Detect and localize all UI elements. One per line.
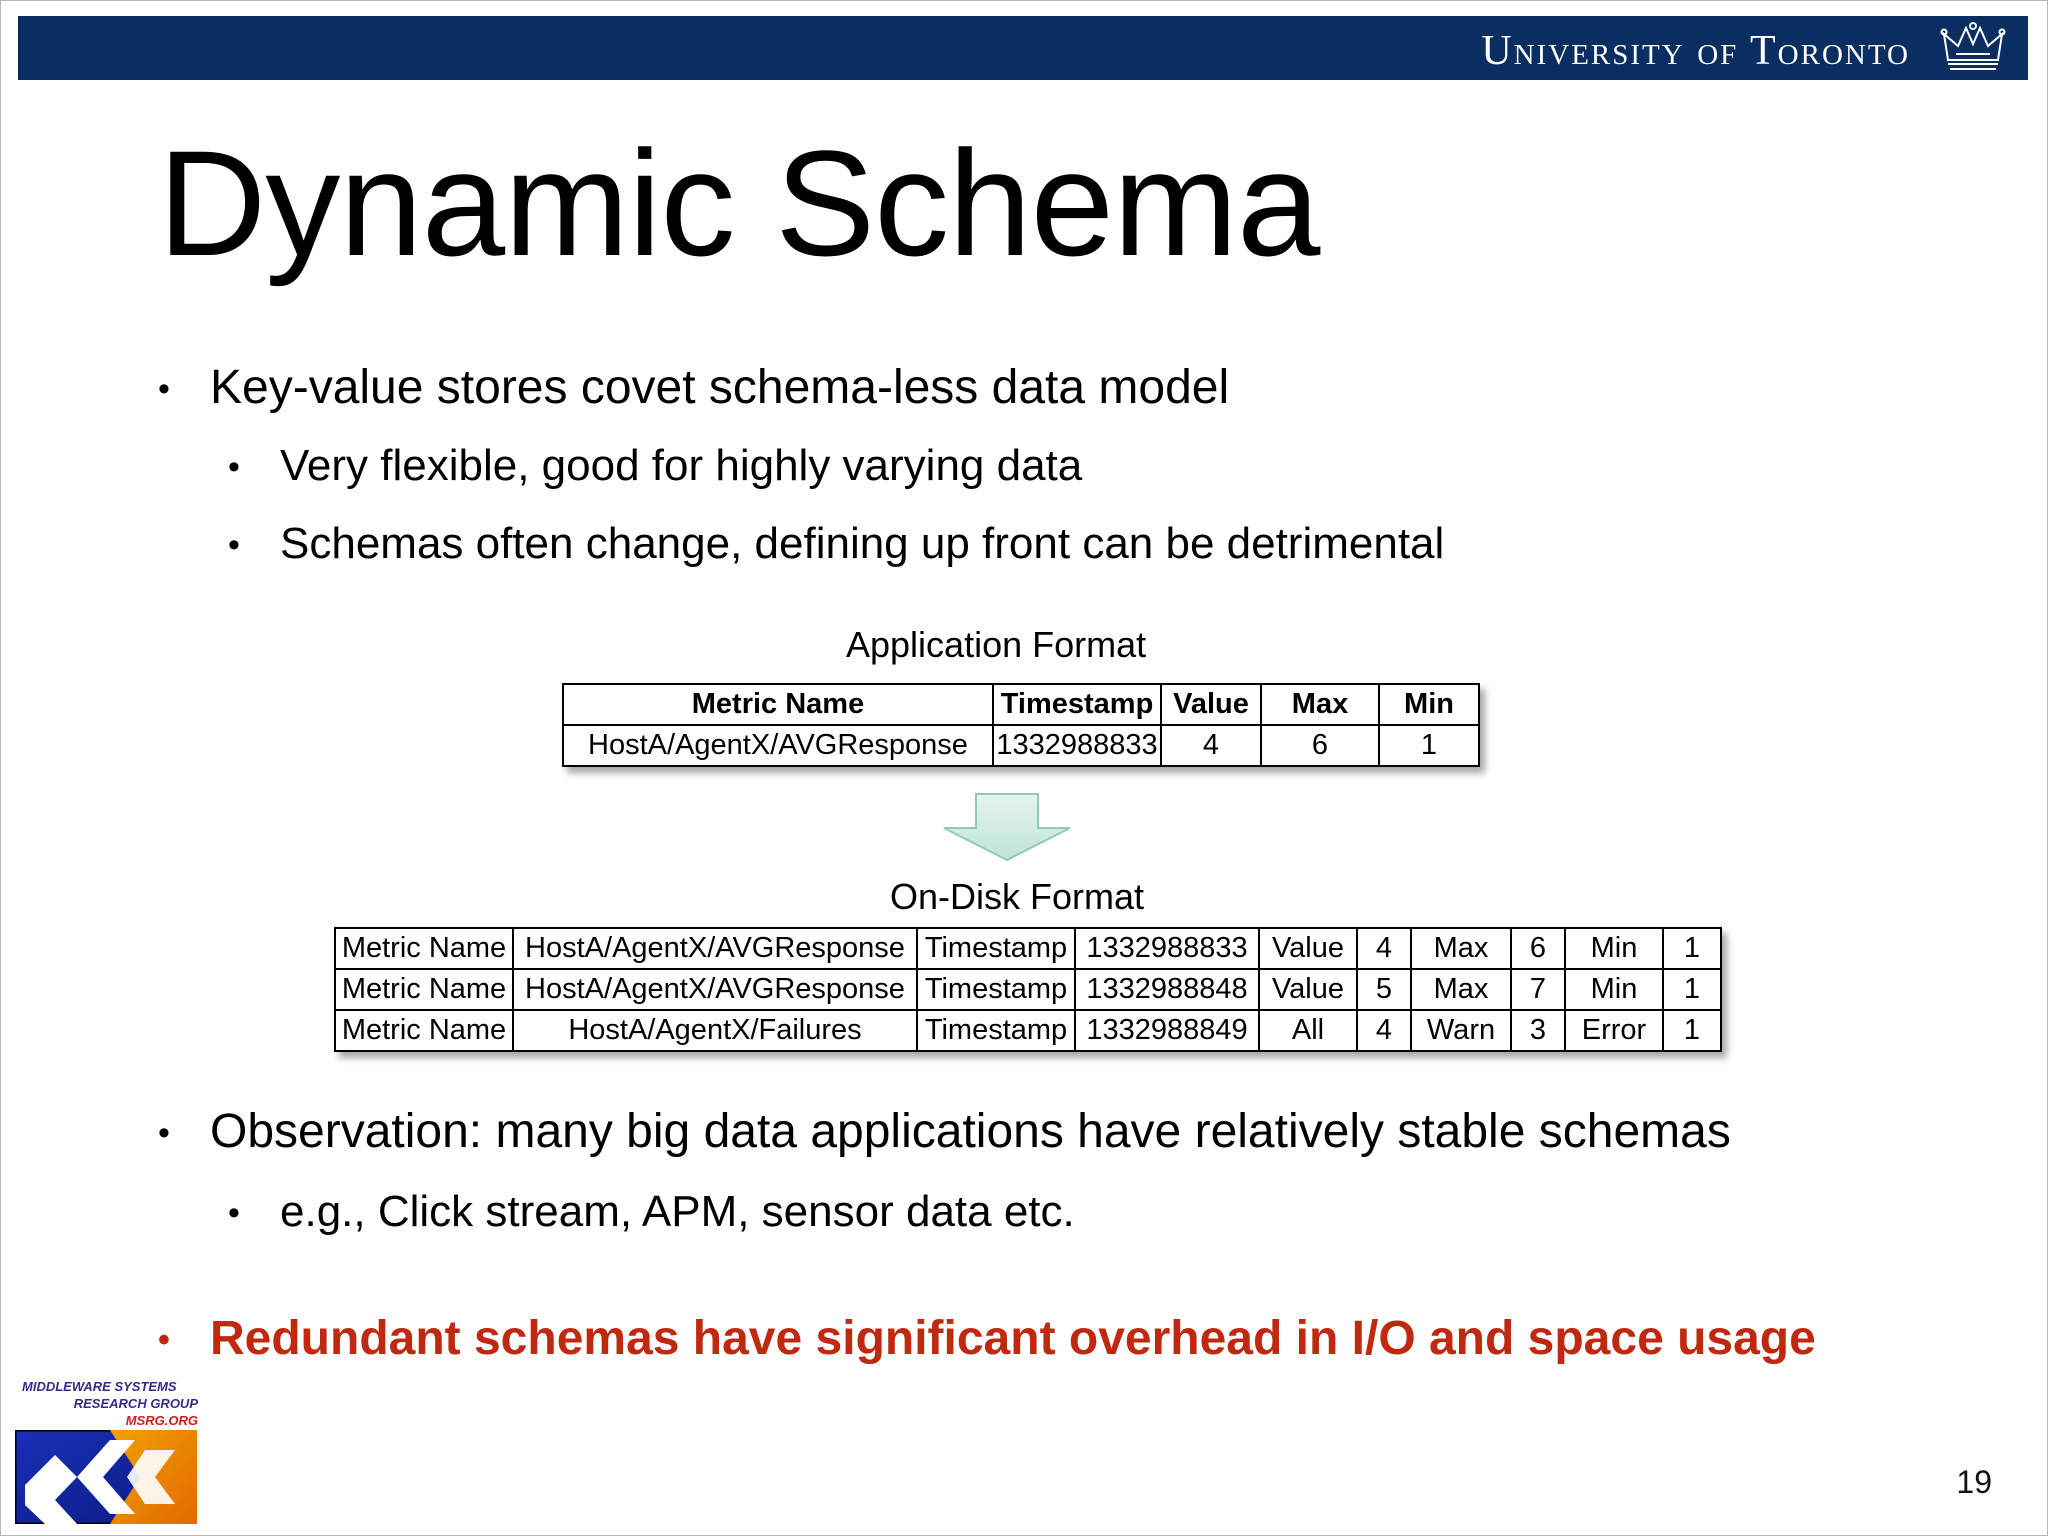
logo-line-2: RESEARCH GROUP bbox=[73, 1396, 198, 1411]
page-number: 19 bbox=[1956, 1464, 1992, 1500]
app-format-caption: Application Format bbox=[846, 624, 1147, 665]
table-cell: 1 bbox=[1663, 928, 1721, 969]
table-cell: 6 bbox=[1511, 928, 1565, 969]
col-header: Timestamp bbox=[993, 684, 1161, 725]
table-cell: Warn bbox=[1411, 1010, 1511, 1051]
header-band bbox=[18, 16, 2028, 80]
bullet-1-text: Key-value stores covet schema-less data model bbox=[210, 361, 1230, 414]
bullet-dot: • bbox=[158, 1321, 170, 1359]
table-cell: Error bbox=[1565, 1010, 1663, 1051]
table-cell: Timestamp bbox=[917, 1010, 1075, 1051]
table-cell: HostA/AgentX/Failures bbox=[513, 1010, 917, 1051]
table-cell: 1332988849 bbox=[1075, 1010, 1259, 1051]
table-cell: 5 bbox=[1357, 969, 1411, 1010]
bullet-dot: • bbox=[158, 370, 170, 408]
table-header-row bbox=[563, 684, 1479, 725]
table-cell: 1 bbox=[1379, 725, 1479, 766]
university-name: University of Toronto bbox=[1481, 28, 1910, 74]
bullet-2-text: Observation: many big data applications have relatively stable schemas bbox=[210, 1105, 1731, 1158]
table-cell: 1 bbox=[1663, 1010, 1721, 1051]
table-cell: 1332988833 bbox=[993, 725, 1161, 766]
table-cell: 3 bbox=[1511, 1010, 1565, 1051]
bullet-dot: • bbox=[158, 1114, 170, 1152]
slide-title: Dynamic Schema bbox=[158, 119, 1320, 287]
bullet-dot: • bbox=[228, 1194, 240, 1232]
table-row bbox=[335, 1010, 1721, 1051]
bullet-1b-text: Schemas often change, defining up front can be detrimental bbox=[280, 519, 1445, 568]
table-cell: 4 bbox=[1161, 725, 1261, 766]
crown-crest-icon bbox=[1938, 20, 2008, 76]
table-row bbox=[335, 969, 1721, 1010]
table-cell: 7 bbox=[1511, 969, 1565, 1010]
col-header: Metric Name bbox=[563, 684, 993, 725]
table-cell: 6 bbox=[1261, 725, 1379, 766]
table-cell: HostA/AgentX/AVGResponse bbox=[513, 928, 917, 969]
table-cell: 1332988848 bbox=[1075, 969, 1259, 1010]
table-row bbox=[335, 928, 1721, 969]
table-cell: Min bbox=[1565, 969, 1663, 1010]
table-cell: Max bbox=[1411, 969, 1511, 1010]
disk-format-table bbox=[334, 927, 1722, 1052]
logo-line-1: MIDDLEWARE SYSTEMS bbox=[22, 1379, 177, 1394]
down-arrow-icon bbox=[940, 792, 1075, 862]
table-cell: Max bbox=[1411, 928, 1511, 969]
disk-format-caption: On-Disk Format bbox=[890, 876, 1145, 917]
bullet-dot: • bbox=[228, 448, 240, 486]
app-format-table bbox=[562, 683, 1480, 767]
col-header: Value bbox=[1161, 684, 1261, 725]
table-cell: Metric Name bbox=[335, 1010, 513, 1051]
table-cell: All bbox=[1259, 1010, 1357, 1051]
table-cell: Metric Name bbox=[335, 969, 513, 1010]
table-cell: Value bbox=[1259, 928, 1357, 969]
bullet-1a-text: Very flexible, good for highly varying data bbox=[280, 441, 1083, 490]
table-cell: HostA/AgentX/AVGResponse bbox=[513, 969, 917, 1010]
table-cell: 1332988833 bbox=[1075, 928, 1259, 969]
col-header: Max bbox=[1261, 684, 1379, 725]
bullet-2a-text: e.g., Click stream, APM, sensor data etc. bbox=[280, 1187, 1075, 1236]
msrg-logo-text bbox=[22, 1378, 198, 1429]
table-cell: Metric Name bbox=[335, 928, 513, 969]
msrg-logo-icon bbox=[15, 1430, 197, 1524]
bullet-3-text: Redundant schemas have significant overhead in I/O and space usage bbox=[210, 1312, 1816, 1365]
table-cell: Timestamp bbox=[917, 928, 1075, 969]
table-cell: Min bbox=[1565, 928, 1663, 969]
logo-line-3: MSRG.ORG bbox=[125, 1413, 198, 1428]
table-cell: 4 bbox=[1357, 928, 1411, 969]
table-cell: Value bbox=[1259, 969, 1357, 1010]
col-header: Min bbox=[1379, 684, 1479, 725]
table-row bbox=[563, 725, 1479, 766]
table-cell: 1 bbox=[1663, 969, 1721, 1010]
table-cell: 4 bbox=[1357, 1010, 1411, 1051]
table-cell: Timestamp bbox=[917, 969, 1075, 1010]
table-cell: HostA/AgentX/AVGResponse bbox=[563, 725, 993, 766]
bullet-dot: • bbox=[228, 526, 240, 564]
